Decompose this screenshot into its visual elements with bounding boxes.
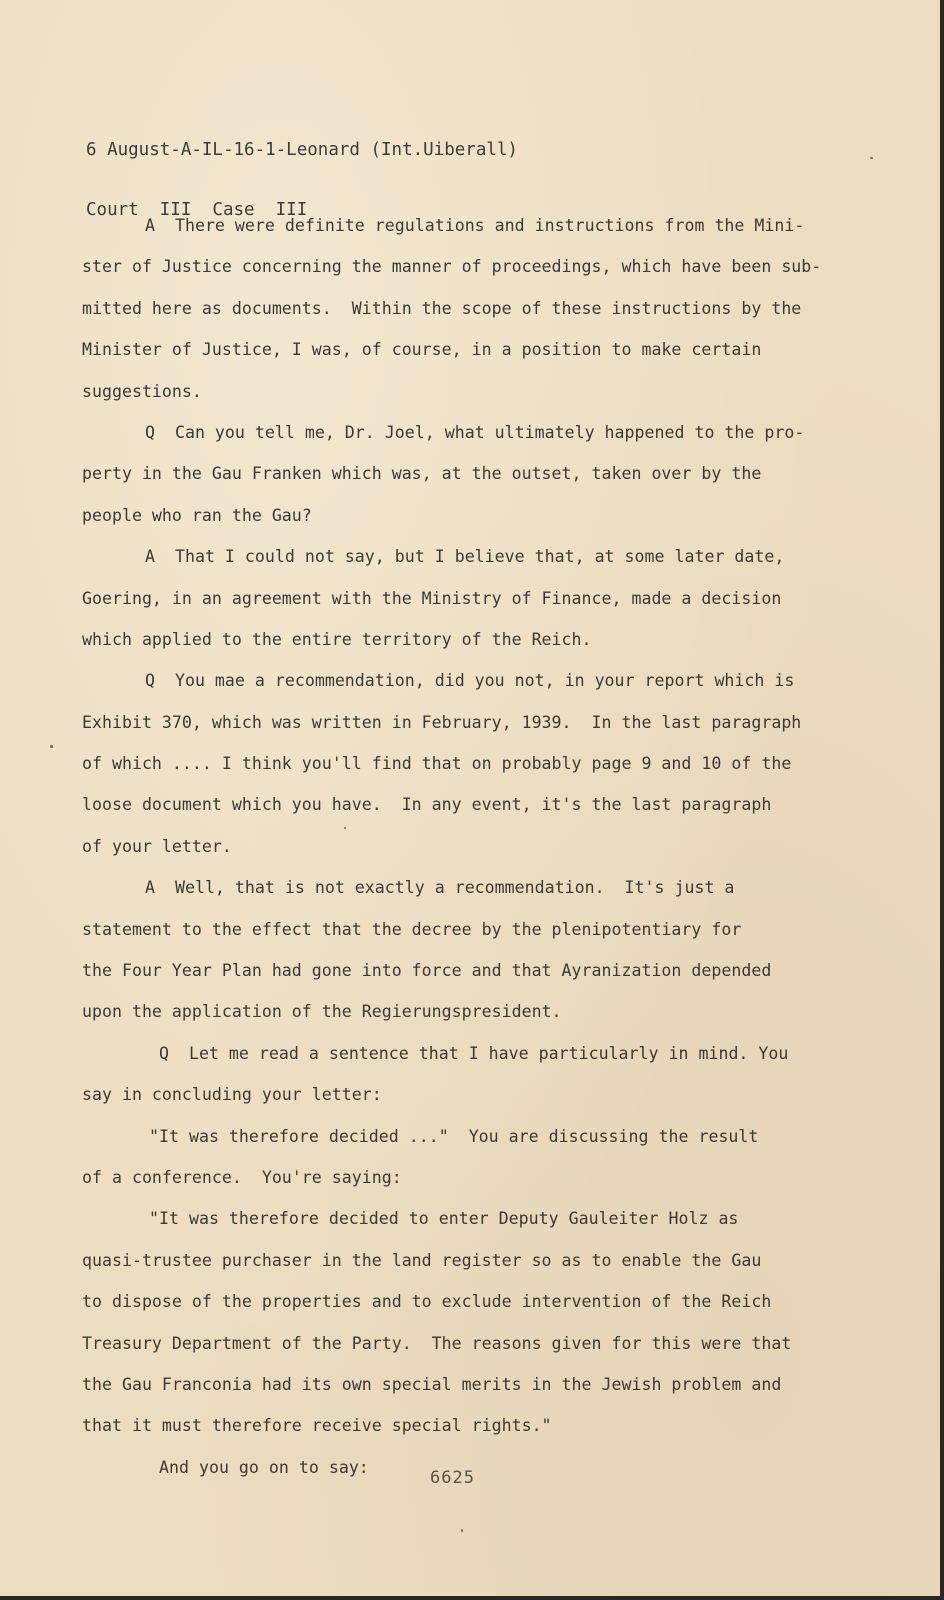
transcript-line: "It was therefore decided to enter Deputy Gauleiter Holz as — [149, 1209, 739, 1229]
transcript-line: which applied to the entire territory of the Reich. — [82, 629, 592, 649]
transcript-line: "It was therefore decided ..." You are discussing the result — [149, 1126, 759, 1146]
header-session-line: 6 August-A-IL-16-1-Leonard (Int.Uiberall) — [86, 140, 518, 160]
transcript-line: people who ran the Gau? — [82, 505, 312, 525]
transcript-line: Minister of Justice, I was, of course, in a position to make certain — [82, 340, 762, 360]
transcript-line: Q You mae a recommendation, did you not, in your report which is — [145, 671, 795, 691]
transcript-line: Goering, in an agreement with the Ministry of Finance, made a decision — [82, 588, 782, 608]
transcript-line: Q Can you tell me, Dr. Joel, what ultimately happened to the pro- — [145, 422, 805, 442]
paper-speck — [50, 745, 53, 748]
header-court-line: Court III Case III — [86, 200, 308, 220]
transcript-line: suggestions. — [82, 381, 202, 401]
transcript-line: the Gau Franconia had its own special merits in the Jewish problem and — [82, 1374, 782, 1394]
transcript-line: A There were definite regulations and instructions from the Mini- — [145, 216, 805, 235]
transcript-line: say in concluding your letter: — [82, 1085, 382, 1105]
transcript-line: statement to the effect that the decree by the plenipotentiary for — [82, 919, 742, 939]
transcript-line: Q Let me read a sentence that I have particularly in mind. You — [159, 1043, 789, 1063]
transcript-line: to dispose of the properties and to exclude intervention of the Reich — [82, 1292, 772, 1312]
transcript-line: mitted here as documents. Within the scope of these instructions by the — [82, 298, 802, 318]
transcript-body — [82, 205, 852, 1488]
transcript-line: And you go on to say: — [159, 1457, 369, 1477]
transcript-line: A Well, that is not exactly a recommendation. It's just a — [145, 878, 735, 898]
transcript-line: of which .... I think you'll find that on probably page 9 and 10 of the — [82, 754, 792, 774]
transcript-line: Exhibit 370, which was written in February, 1939. In the last paragraph — [82, 712, 802, 732]
page-number: 6625 — [430, 1468, 475, 1488]
transcript-line: the Four Year Plan had gone into force and that Ayranization depended — [82, 961, 772, 981]
transcript-line: quasi-trustee purchaser in the land register so as to enable the Gau — [82, 1250, 762, 1270]
transcript-line: Treasury Department of the Party. The reasons given for this were that — [82, 1333, 792, 1353]
transcript-line: ster of Justice concerning the manner of proceedings, which have been sub- — [82, 257, 822, 277]
paper-speck — [344, 827, 346, 829]
transcript-line: of a conference. You're saying: — [82, 1167, 402, 1187]
transcript-line: A That I could not say, but I believe that, at some later date, — [145, 547, 785, 567]
transcript-line: perty in the Gau Franken which was, at the outset, taken over by the — [82, 464, 762, 484]
transcript-line: of your letter. — [82, 836, 232, 856]
paper-speck — [461, 1529, 463, 1532]
paper-speck — [870, 157, 873, 159]
transcript-line: that it must therefore receive special rights." — [82, 1416, 552, 1436]
transcript-line: upon the application of the Regierungspresident. — [82, 1002, 562, 1022]
transcript-line: loose document which you have. In any event, it's the last paragraph — [82, 795, 772, 815]
